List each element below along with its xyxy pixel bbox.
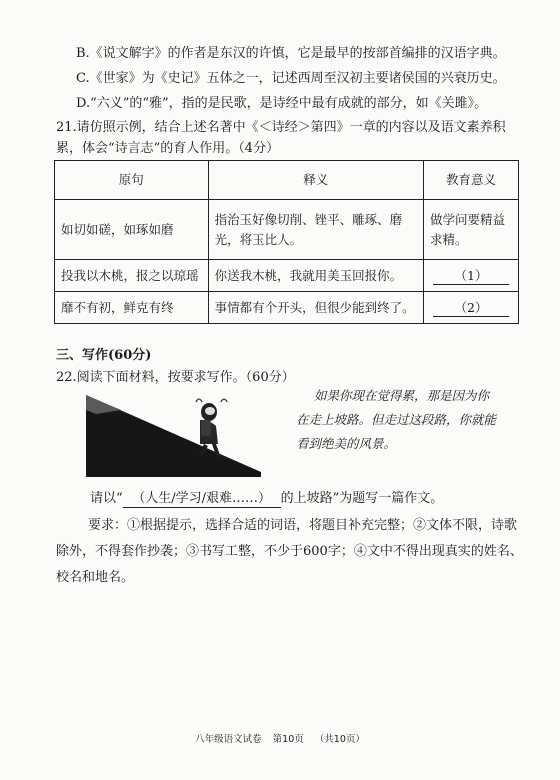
header-original: 原句: [55, 161, 209, 200]
essay-requirements: [56, 513, 526, 591]
footer-total-pages: （共10页）: [314, 734, 365, 745]
header-meaning: 释义: [208, 161, 423, 200]
cell-meaning: 指治玉好像切削、锉平、雕琢、磨光，将玉比人。: [208, 200, 423, 260]
table-row: [55, 292, 519, 324]
title-fill-blank[interactable]: （人生/学习/艰难……）: [123, 491, 281, 508]
option-b: B.《说文解字》的作者是东汉的许慎，它是最早的按部首编排的汉语字典。: [76, 46, 506, 61]
poetry-table: [54, 160, 519, 324]
question-21-line1: 21.请仿照示例，结合上述名著中《＜诗经＞第四》一章的内容以及语文素养积: [56, 120, 506, 135]
cell-meaning: 事情都有个开头，但很少能到终了。: [208, 292, 423, 324]
requirements-text: 要求：①根据提示，选择合适的词语，将题目补充完整；②文体不限，诗歌除外，不得套作抄袭；③书写工整，不少于600字；④文中不得出现真实的姓名、校名和地名。: [56, 518, 523, 585]
answer-blank-2[interactable]: （2）: [433, 300, 509, 317]
cell-significance: 做学问要精益求精。: [424, 200, 519, 260]
page-footer: [0, 731, 560, 745]
section-writing-heading: 三、写作(60分): [56, 348, 152, 363]
table-row: [55, 200, 519, 260]
table-row: [55, 260, 519, 292]
option-c: C.《世家》为《史记》五体之一，记述西周至汉初主要诸侯国的兴衰历史。: [76, 71, 506, 86]
cell-original: 靡不有初，鲜克有终: [55, 292, 209, 324]
option-d: D.“六义”的“雅”，指的是民歌，是诗经中最有成就的部分，如《关雎》。: [76, 96, 488, 111]
answer-blank-1[interactable]: （1）: [433, 268, 509, 285]
poem-line: 看到绝美的风景。: [296, 436, 397, 451]
header-significance: 教育意义: [424, 161, 519, 200]
question-21-line2: 累，体会“诗言志”的育人作用。（4分）: [56, 141, 280, 156]
essay-prompt: [90, 490, 443, 508]
answer-blank-1-cell: [424, 260, 519, 292]
material-poem: [296, 384, 526, 456]
cell-meaning: 你送我木桃，我就用美玉回报你。: [208, 260, 423, 292]
poem-line: 在走上坡路。但走过这段路，你就能: [296, 412, 497, 427]
cell-original: 如切如磋，如琢如磨: [55, 200, 209, 260]
cell-original: 投我以木桃，报之以琼瑶: [55, 260, 209, 292]
footer-page-number: 第10页: [272, 734, 304, 745]
poem-line: 如果你现在觉得累，那是因为你: [314, 388, 490, 403]
prompt-suffix: 的上坡路”为题写一篇作文。: [280, 491, 444, 506]
footer-exam-name: 八年级语文试卷: [195, 734, 262, 745]
answer-blank-2-cell: [424, 292, 519, 324]
table-header-row: [55, 161, 519, 200]
question-22-stem: 22.阅读下面材料，按要求写作。（60分）: [56, 370, 295, 385]
uphill-hiker-illustration: [86, 392, 261, 477]
prompt-prefix: 请以“: [90, 491, 123, 506]
